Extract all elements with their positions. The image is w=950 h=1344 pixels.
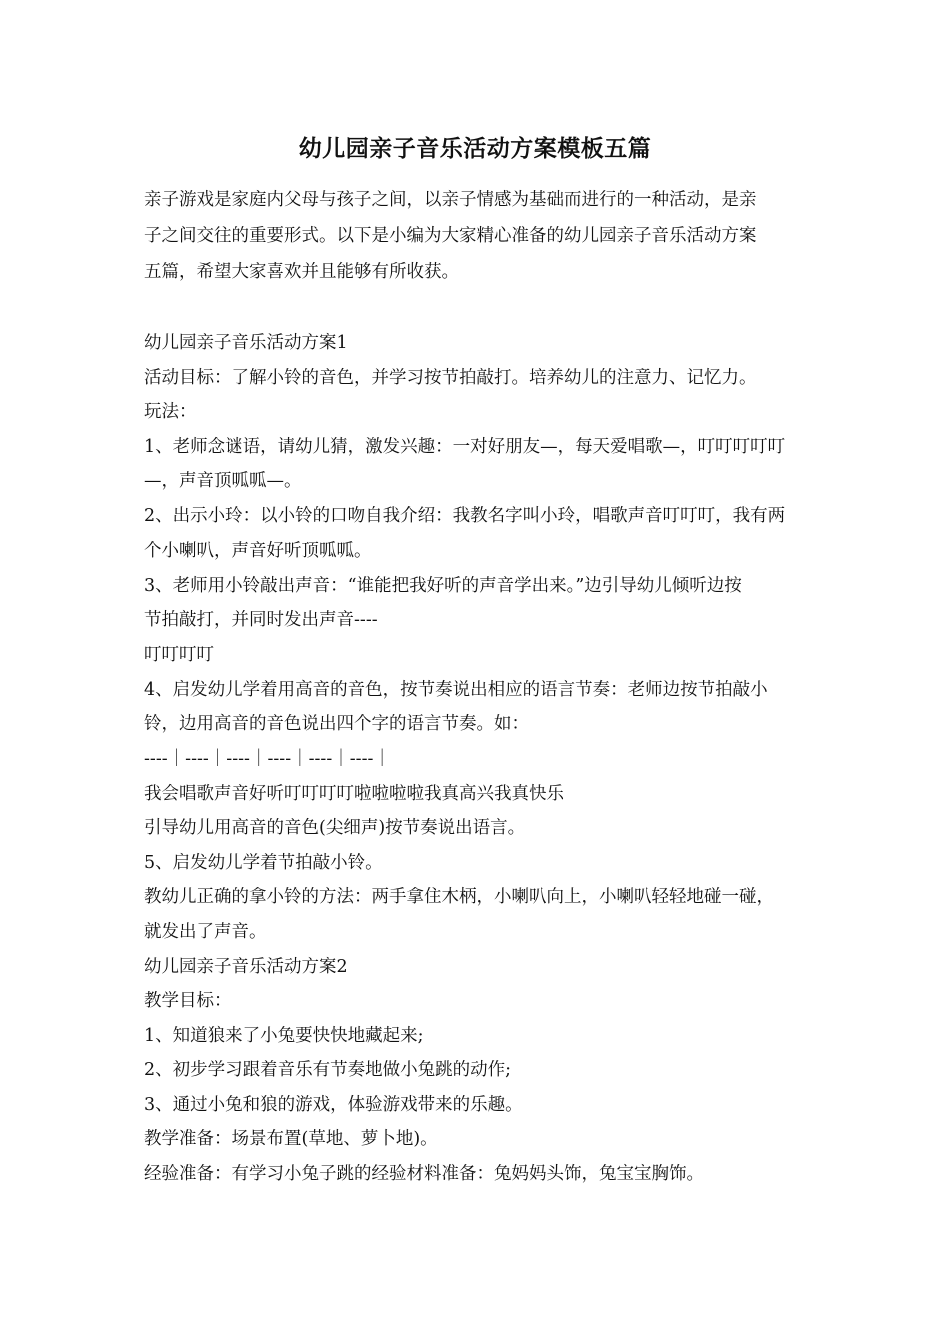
intro-line: 五篇，希望大家喜欢并且能够有所收获。 [144,262,459,282]
intro-line: 亲子游戏是家庭内父母与孩子之间，以亲子情感为基础而进行的一种活动，是亲 [144,190,757,210]
text-line: 2、初步学习跟着音乐有节奏地做小兔跳的动作; [144,1060,512,1080]
text-line: 经验准备：有学习小兔子跳的经验材料准备：兔妈妈头饰，兔宝宝胸饰。 [144,1163,704,1184]
text-line: —，声音顶呱呱—。 [144,471,302,491]
text-line: 个小喇叭，声音好听顶呱呱。 [144,540,372,561]
text-line: 教学目标： [144,991,232,1011]
text-line: 我会唱歌声音好听叮叮叮叮啦啦啦啦我真高兴我真快乐 [144,783,564,804]
document-body [144,326,824,1191]
intro-paragraph [144,182,809,290]
text-line: 节拍敲打，并同时发出声音---- [144,610,378,630]
text-line: 4、启发幼儿学着用高音的音色，按节奏说出相应的语言节奏：老师边按节拍敲小 [144,679,768,700]
text-line: 1、知道狼来了小兔要快快地藏起来; [144,1025,424,1046]
text-line: 3、通过小兔和狼的游戏，体验游戏带来的乐趣。 [144,1094,523,1115]
text-line: 就发出了声音。 [144,921,267,942]
text-line: 教学准备：场景布置(草地、萝卜地)。 [144,1129,438,1149]
text-line: 铃，边用高音的音色说出四个字的语言节奏。如： [144,714,529,734]
text-line: 叮叮叮叮 [144,645,214,665]
text-line: 5、启发幼儿学着节拍敲小铃。 [144,852,383,873]
text-line: 玩法： [144,402,197,422]
text-line: 1、老师念谜语，请幼儿猜，激发兴趣：一对好朋友—，每天爱唱歌—，叮叮叮叮叮 [144,436,786,457]
text-line: 教幼儿正确的拿小铃的方法：两手拿住木柄，小喇叭向上，小喇叭轻轻地碰一碰， [144,887,774,907]
text-line: 3、老师用小铃敲出声音：“谁能把我好听的声音学出来。”边引导幼儿倾听边按 [144,575,742,596]
document-title: 幼儿园亲子音乐活动方案模板五篇 [298,135,652,162]
section-heading-2: 幼儿园亲子音乐活动方案2 [144,956,348,977]
section-heading-1: 幼儿园亲子音乐活动方案1 [144,333,348,353]
rhythm-line: ----｜----｜----｜----｜----｜----｜ [144,749,391,769]
text-line: 2、出示小玲：以小铃的口吻自我介绍：我教名字叫小玲，唱歌声音叮叮叮，我有两 [144,506,786,526]
text-line: 引导幼儿用高音的音色(尖细声)按节奏说出语言。 [144,818,526,838]
intro-line: 子之间交往的重要形式。以下是小编为大家精心准备的幼儿园亲子音乐活动方案 [144,226,757,246]
text-line: 活动目标：了解小铃的音色，并学习按节拍敲打。培养幼儿的注意力、记忆力。 [144,367,757,388]
